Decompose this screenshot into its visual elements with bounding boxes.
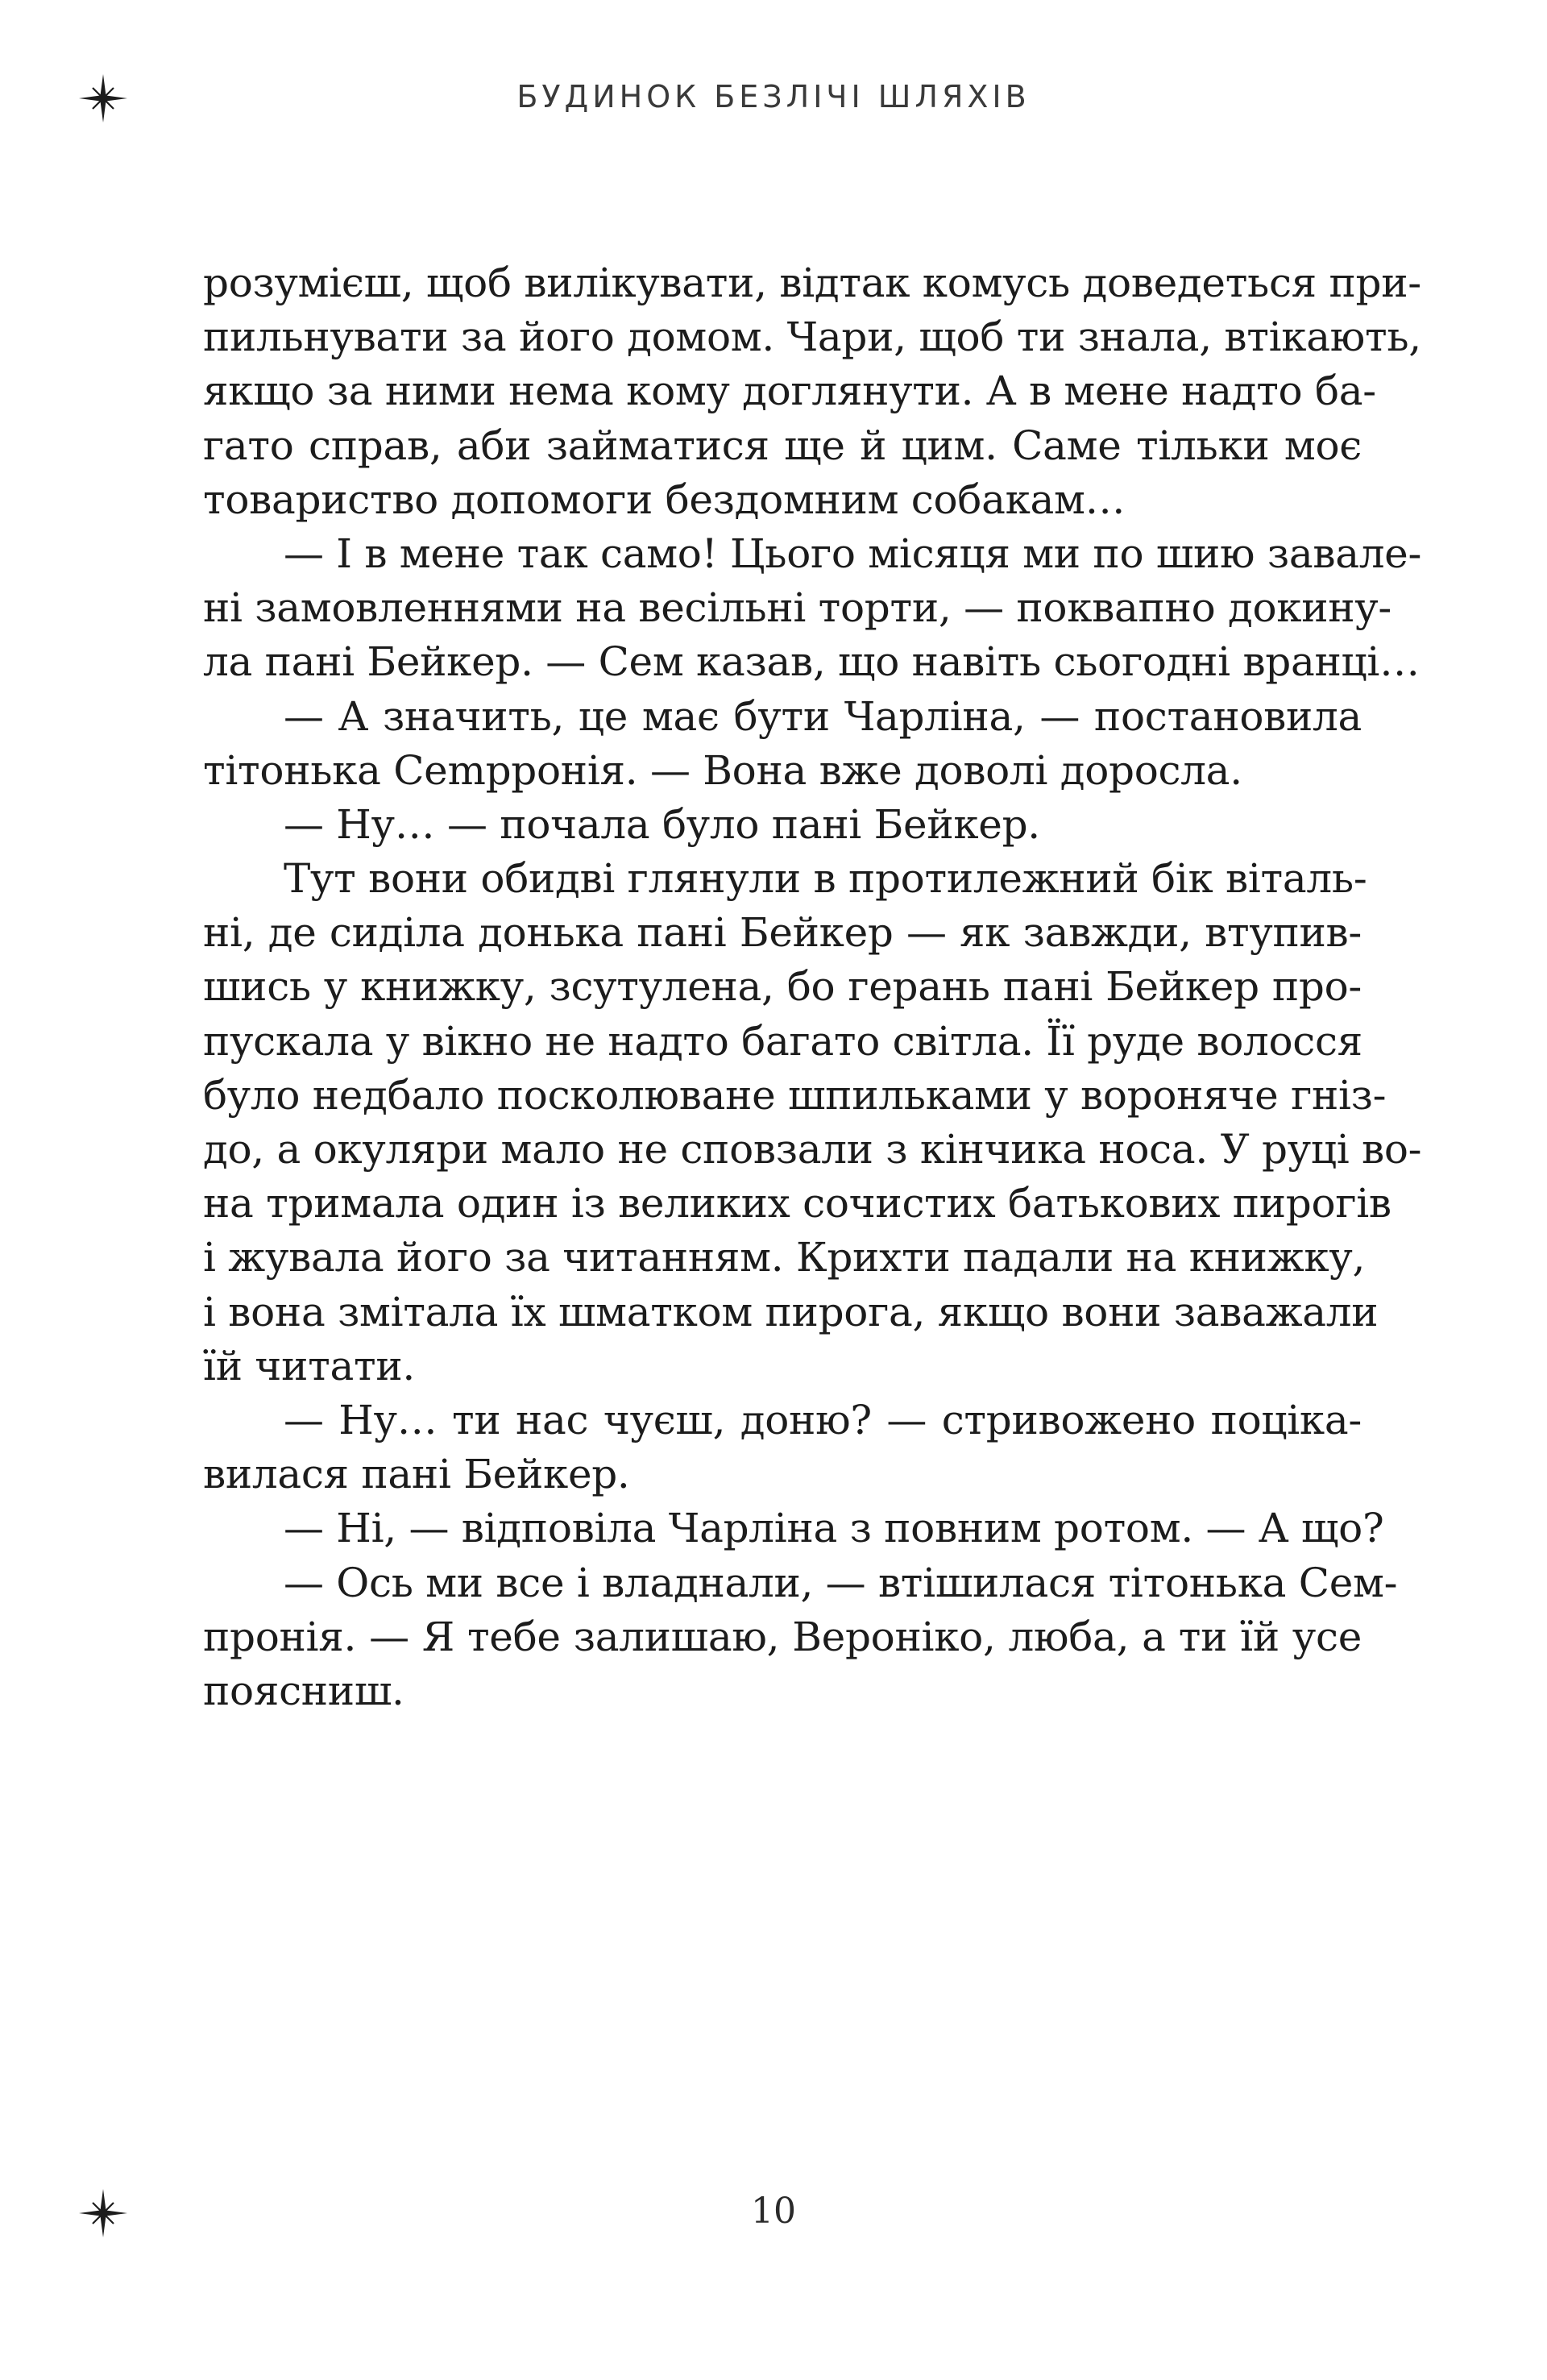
text-line: — А значить, це має бути Чарліна, — постановила xyxy=(284,692,1362,740)
text-line: гато справ, аби займатися ще й цим. Саме тільки моє xyxy=(203,422,1362,469)
text-line: ні, де сиділа донька пані Бейкер — як завжди, втупив- xyxy=(203,909,1362,957)
text-line: пронія. — Я тебе залишаю, Вероніко, люба, а ти їй усе xyxy=(203,1613,1362,1660)
text-line: тітонька Сempронія. — Вона вже доволі доросла. xyxy=(203,746,1242,794)
text-line: пильнувати за його домом. Чари, щоб ти знала, втікають, xyxy=(203,314,1421,361)
text-line: до, а окуляри мало не сповзали з кінчика носа. У руці во- xyxy=(203,1126,1422,1173)
text-line: товариство допомоги бездомним собакам… xyxy=(203,476,1126,523)
text-line: — І в мене так само! Цього місяця ми по шию завале- xyxy=(284,530,1422,577)
text-line: розумієш, щоб вилікувати, відтак комусь доведеться при- xyxy=(203,260,1421,306)
text-line: їй читати. xyxy=(203,1342,415,1389)
running-head: БУДИНОК БЕЗЛІЧІ ШЛЯХІВ xyxy=(516,79,1031,114)
text-line: — Ось ми все і владнали, — втішилася тітонька Сем- xyxy=(284,1559,1398,1606)
text-line: і жувала його за читанням. Крихти падали на книжку, xyxy=(203,1234,1366,1281)
text-line: і вона змітала їх шматком пирога, якщо вони заважали xyxy=(203,1288,1379,1335)
text-line: пускала у вікно не надто багато світла. Її руде волосся xyxy=(203,1017,1362,1065)
text-line: на тримала один із великих сочистих батькових пирогів xyxy=(203,1180,1391,1227)
text-line: якщо за ними нема кому доглянути. А в мене надто ба- xyxy=(203,368,1376,415)
text-line: Тут вони обидві глянули в протилежний бік віталь- xyxy=(284,855,1367,903)
text-line: шись у книжку, зсутулена, бо герань пані Бейкер про- xyxy=(203,963,1362,1011)
text-line: ла пані Бейкер. — Сем казав, що навіть сьогодні вранці… xyxy=(203,638,1420,686)
text-line: було недбало посколюване шпильками у вороняче гніз- xyxy=(203,1071,1387,1119)
text-line: вилася пані Бейкер. xyxy=(203,1451,630,1498)
text-line: ні замовленнями на весільні торти, — поквапно докину- xyxy=(203,584,1391,632)
text-line: — Ну… ти нас чуєш, доню? — стривожено поціка- xyxy=(284,1396,1362,1443)
page-number: 10 xyxy=(751,2191,796,2232)
text-line: — Ну… — почала було пані Бейкер. xyxy=(284,800,1040,848)
text-line: — Ні, — відповіла Чарліна з повним ротом. — А що? xyxy=(284,1505,1384,1552)
text-line: поясниш. xyxy=(203,1667,404,1714)
body-text xyxy=(203,256,1422,1718)
